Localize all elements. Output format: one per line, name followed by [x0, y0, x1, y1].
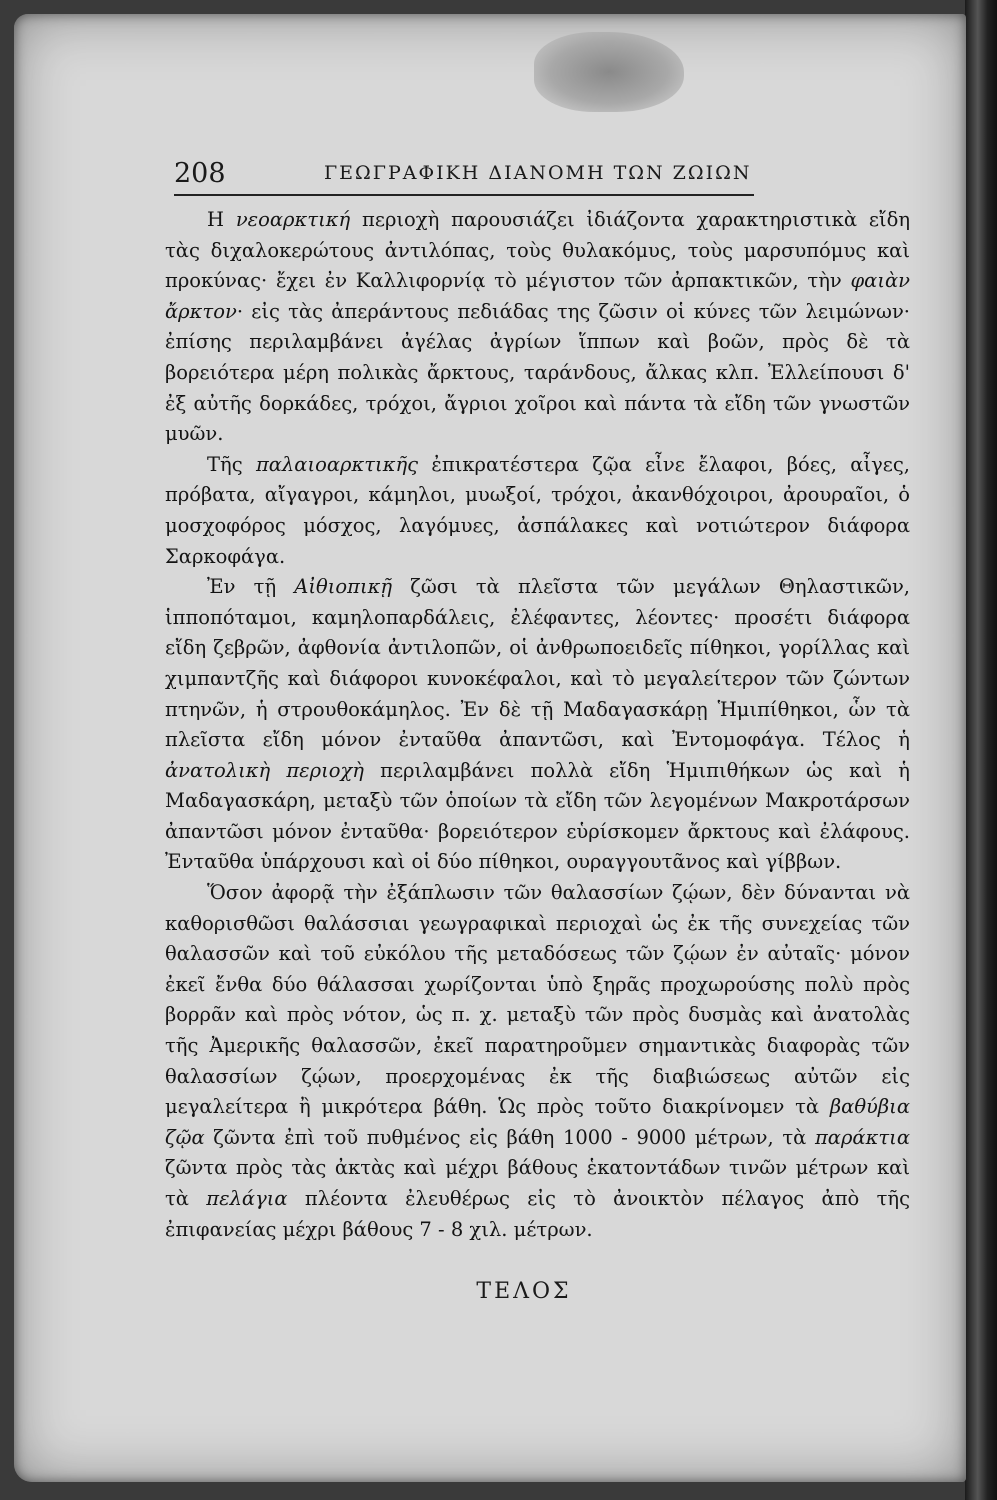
paragraph: Ὅσον ἀφορᾷ τὴν ἐξάπλωσιν τῶν θαλασσίων ζῴων, δὲν δύνανται νὰ καθορισθῶσι θαλάσσιαι γεωγραφικαὶ περιοχαὶ ὡς ἐκ τῆς συνεχείας τῶν θαλασσῶν καὶ τοῦ εὐκόλου τῆς μεταδόσεως τῶν ζῴων ἐν αὐταῖς· μόνον ἐκεῖ ἔνθα δύο θάλασσαι χωρίζονται ὑπὸ ξηρᾶς προχωρούσης πολὺ πρὸς βορρᾶν καὶ πρὸς νότον, ὡς π. χ. μεταξὺ τῶν πρὸς δυσμὰς καὶ ἀνατολὰς τῆς Ἀμερικῆς θαλασσῶν, ἐκεῖ παρατηροῦμεν σημαντικὰς διαφορὰς τῶν θαλασσίων ζῴων, προερχομένας ἐκ τῆς διαβιώσεως αὐτῶν εἰς μεγαλείτερα ἢ μικρότερα βάθη. Ὡς πρὸς τοῦτο διακρίνομεν τὰ βαθύβια ζῷα ζῶντα ἐπὶ τοῦ πυθμένος εἰς βάθη 1000 - 9000 μέτρων, τὰ παράκτια ζῶντα πρὸς τὰς ἀκτὰς καὶ μέχρι βάθους ἑκατοντάδων τινῶν μέτρων καὶ τὰ πελάγια πλέοντα ἐλευθέρως εἰς τὸ ἀνοικτὸν πέλαγος ἀπὸ τῆς ἐπιφανείας μέχρι βάθους 7 - 8 χιλ. μέτρων. — [165, 881, 911, 1241]
end-mark: ΤΕΛΟΣ — [476, 1279, 572, 1304]
paragraph: Τῆς παλαιοαρκτικῆς ἐπικρατέστερα ζῷα εἶνε ἔλαφοι, βόες, αἶγες, πρόβατα, αἴγαγροι, κάμηλοι, μυωξοί, τρόχοι, ἀκανθόχοιροι, ἀρουραῖοι, ὁ μοσχοφόρος μόσχος, λαγόμυες, ἀσπάλακες καὶ νοτιώτερον διάφορα Σαρκοφάγα. — [165, 452, 910, 568]
page-header — [174, 154, 754, 196]
italic-term: βαθύβια ζῷα — [165, 1095, 910, 1149]
italic-term: πελάγια — [206, 1187, 288, 1210]
italic-term: νεοαρκτική — [235, 208, 351, 231]
italic-term: Αἰθιοπικῇ — [294, 575, 393, 599]
paper-stain — [534, 32, 684, 112]
page-number: 208 — [174, 158, 226, 189]
paragraph: Η νεοαρκτική περιοχὴ παρουσιάζει ἰδιάζοντα χαρακτηριστικὰ εἴδη τὰς διχαλοκερώτους ἀντιλόπας, τοὺς θυλακόμυς, τοὺς μαρσυπόμυς καὶ προκύνας· ἔχει ἐν Καλλιφορνίᾳ τὸ μέγιστον τῶν ἀρπακτικῶν, τὴν φαιὰν ἄρκτον· εἰς τὰς ἀπεράντους πεδιάδας της ζῶσιν οἱ κύνες τῶν λειμώνων· ἐπίσης περιλαμβάνει ἀγέλας ἀγρίων ἵππων καὶ βοῶν, πρὸς δὲ τὰ βορειότερα μέρη πολικὰς ἄρκτους, ταράνδους, ἄλκας κλπ. Ἐλλείπουσι δ' ἐξ αὐτῆς δορκάδες, τρόχοι, ἄγριοι χοῖροι καὶ πάντα τὰ εἴδη τῶν γνωστῶν μυῶν. — [165, 208, 910, 446]
italic-term: παράκτια — [814, 1125, 910, 1149]
running-title: ΓΕΩΓΡΑΦΙΚΗ ΔΙΑΝΟΜΗ ΤΩΝ ΖΩΙΩΝ — [324, 162, 752, 184]
body-text — [165, 205, 910, 1245]
paragraph: Ἐν τῇ Αἰθιοπικῇ ζῶσι τὰ πλεῖστα τῶν μεγάλων Θηλαστικῶν, ἱπποπόταμοι, καμηλοπαρδάλεις, ἐλέφαντες, λέοντες· προσέτι διάφορα εἴδη ζεβρῶν, ἀφθονία ἀντιλοπῶν, οἱ ἀνθρωποειδεῖς πίθηκοι, γορίλλας καὶ χιμπαντζῆς καὶ διάφοροι κυνοκέφαλοι, καὶ τὸ μεγαλείτερον τῶν ζώντων πτηνῶν, ἡ στρουθοκάμηλος. Ἐν δὲ τῇ Μαδαγασκάρῃ Ἡμιπίθηκοι, ὧν τὰ πλεῖστα εἴδη μόνον ἐνταῦθα ἀπαντῶσι, καὶ Ἐντομοφάγα. Τέλος ἡ ἀνατολικὴ περιοχὴ περιλαμβάνει πολλὰ εἴδη Ἡμιπιθήκων ὡς καὶ ἡ Μαδαγασκάρη, μεταξὺ τῶν ὁποίων τὰ εἴδη τῶν λεγομένων Μακροτάρσων ἀπαντῶσι μόνον ἐνταῦθα· βορειότερον εὑρίσκομεν ἄρκτους καὶ ἐλάφους. Ἐνταῦθα ὑπάρχουσι καὶ οἱ δύο πίθηκοι, ουραγγουτᾶνος καὶ γίββων. — [165, 575, 910, 874]
book-spine — [965, 0, 997, 1500]
italic-term: ἀνατολικὴ περιοχὴ — [165, 758, 364, 782]
italic-term: φαιὰν ἄρκτον — [165, 269, 910, 323]
italic-term: παλαιοαρκτικῆς — [255, 452, 419, 476]
